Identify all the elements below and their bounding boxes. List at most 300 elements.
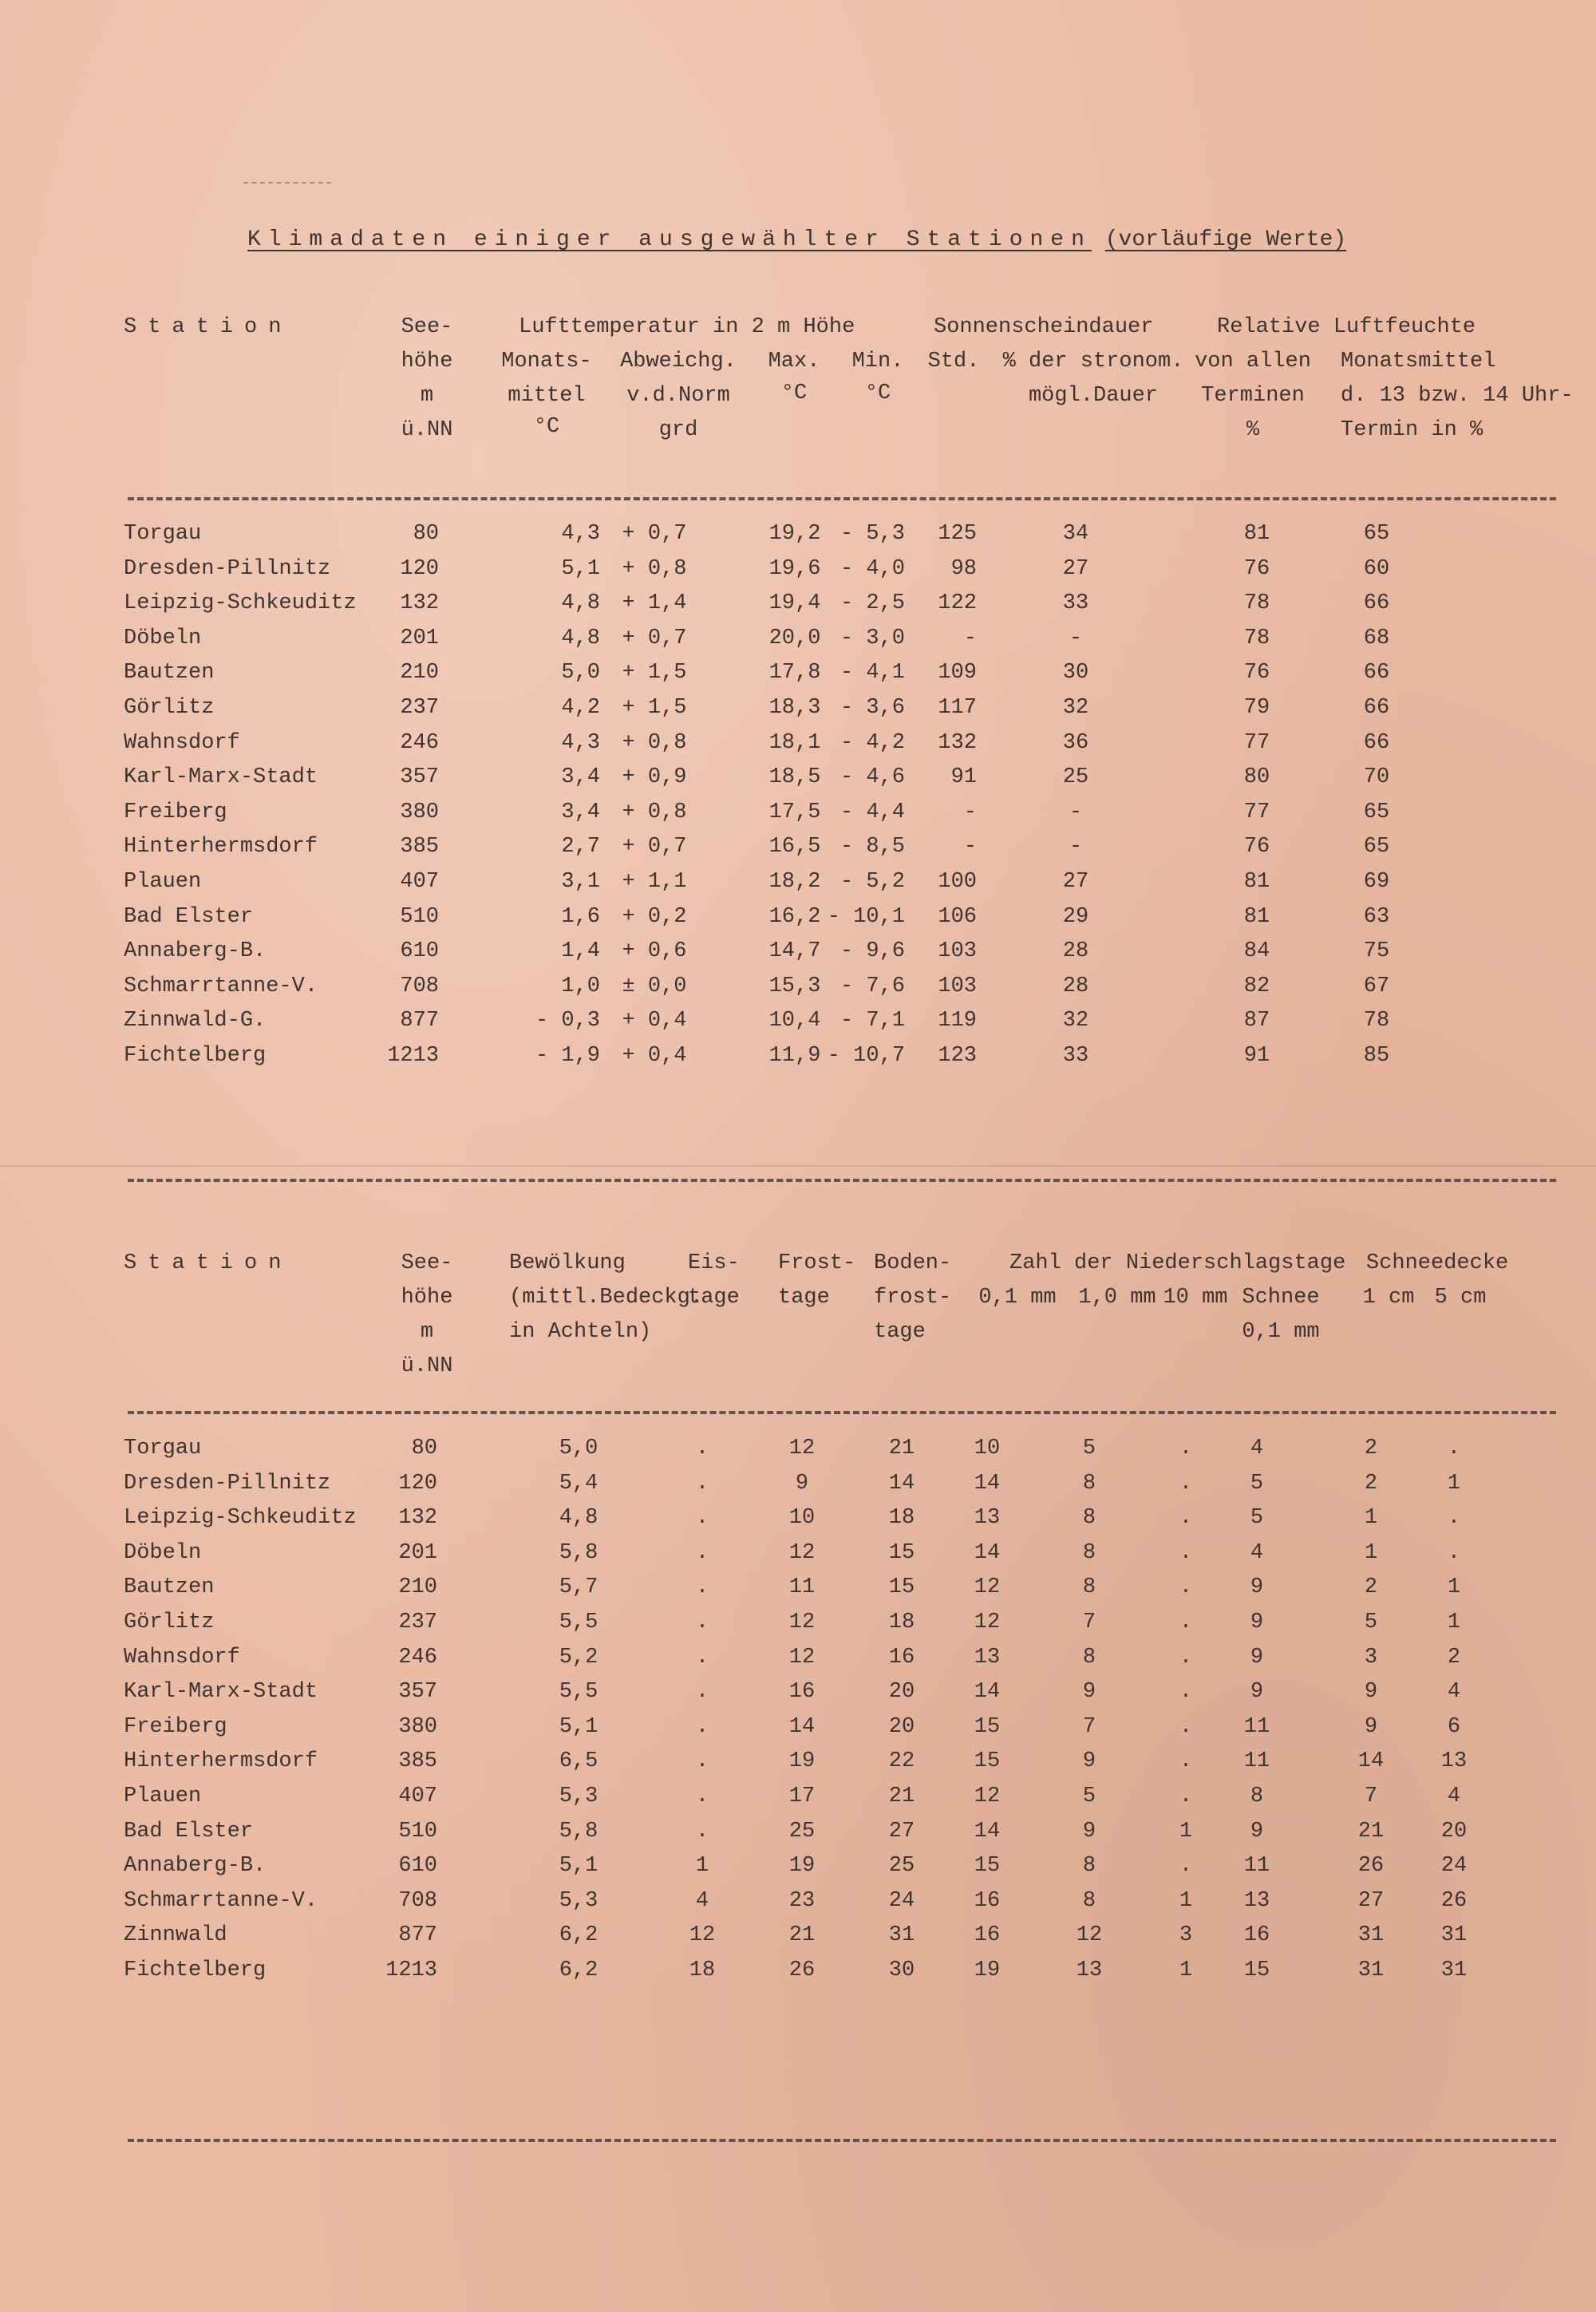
cell-schnee: 11 xyxy=(1243,1854,1270,1879)
t2-header-schnee-1: Schnee xyxy=(1242,1286,1320,1310)
t1-header-see-4: ü.NN xyxy=(401,418,453,442)
t1-header-station: Station xyxy=(124,315,293,339)
cell-std: - xyxy=(963,835,977,860)
table2-header-rule xyxy=(128,1411,1556,1414)
t2-header-nieder: Zahl der Niederschlagstage xyxy=(1009,1251,1346,1275)
cell-mittel: 1,6 xyxy=(561,904,600,929)
cell-n10: 3 xyxy=(1179,1923,1193,1948)
cell-min: - 3,0 xyxy=(839,626,905,650)
cell-bew: 5,3 xyxy=(559,1784,598,1808)
cell-sd5: 24 xyxy=(1440,1854,1468,1879)
cell-frost: 11 xyxy=(788,1575,816,1600)
t1-header-monatsmittel-3: Termin in % xyxy=(1341,418,1483,442)
cell-bew: 6,5 xyxy=(559,1749,598,1774)
cell-n1: 9 xyxy=(1082,1819,1096,1844)
cell-proz: 28 xyxy=(1062,974,1089,998)
stray-mark xyxy=(243,182,331,184)
cell-schnee: 5 xyxy=(1250,1506,1264,1531)
cell-rel13: 60 xyxy=(1363,556,1390,581)
cell-min: - 4,2 xyxy=(839,730,905,755)
t1-header-monatsmittel-2: d. 13 bzw. 14 Uhr- xyxy=(1341,384,1574,408)
cell-boden: 24 xyxy=(888,1888,915,1913)
cell-schnee: 5 xyxy=(1250,1471,1264,1496)
cell-max: 18,1 xyxy=(768,730,821,755)
cell-eis: 18 xyxy=(689,1958,716,1982)
cell-n1: 8 xyxy=(1082,1471,1096,1496)
cell-bew: 5,1 xyxy=(559,1854,598,1879)
cell-hoehe: 385 xyxy=(398,1749,437,1774)
cell-bew: 6,2 xyxy=(559,1923,598,1948)
cell-n01: 14 xyxy=(974,1680,1001,1705)
cell-n1: 5 xyxy=(1082,1437,1096,1460)
cell-station: Karl-Marx-Stadt xyxy=(124,765,318,790)
cell-abw: + 0,4 xyxy=(622,1009,687,1033)
t2-header-schnee-2: 0,1 mm xyxy=(1242,1320,1320,1344)
cell-station: Schmarrtanne-V. xyxy=(124,1888,318,1913)
t1-header-max-1: Max. xyxy=(768,350,820,373)
cell-station: Torgau xyxy=(124,522,202,546)
cell-eis: . xyxy=(695,1471,709,1496)
t2-header-see-2: höhe xyxy=(401,1286,453,1310)
cell-mittel: 4,3 xyxy=(561,522,600,546)
cell-n10: . xyxy=(1179,1506,1193,1531)
cell-hoehe: 357 xyxy=(398,1680,437,1705)
cell-mittel: 5,1 xyxy=(561,556,600,581)
t2-header-frost-1: Frost- xyxy=(778,1251,856,1275)
cell-eis: . xyxy=(695,1540,709,1565)
cell-hoehe: 201 xyxy=(400,626,439,650)
cell-station: Schmarrtanne-V. xyxy=(124,974,318,998)
cell-station: Plauen xyxy=(124,1784,202,1808)
t1-header-proz-2: mögl.Dauer xyxy=(1028,384,1159,408)
cell-n10: . xyxy=(1179,1784,1193,1808)
cell-std: - xyxy=(963,626,977,650)
cell-n01: 15 xyxy=(974,1749,1001,1774)
t1-header-vonallen-1: von allen xyxy=(1195,350,1311,373)
cell-min: - 10,1 xyxy=(827,904,905,929)
cell-bew: 5,0 xyxy=(559,1437,598,1460)
cell-station: Leipzig-Schkeuditz xyxy=(124,591,357,616)
cell-boden: 20 xyxy=(888,1680,915,1705)
cell-n1: 7 xyxy=(1082,1714,1096,1739)
cell-abw: + 0,8 xyxy=(622,556,687,581)
cell-n10: 1 xyxy=(1179,1888,1193,1913)
cell-hoehe: 80 xyxy=(411,1437,437,1460)
t2-header-eis-1: Eis- xyxy=(688,1251,740,1275)
cell-bew: 5,7 xyxy=(559,1575,598,1600)
cell-max: 19,4 xyxy=(768,591,821,616)
cell-n01: 16 xyxy=(974,1923,1001,1948)
t1-header-monatsmittel-1: Monatsmittel xyxy=(1341,350,1496,373)
cell-hoehe: 877 xyxy=(400,1009,439,1033)
cell-proz: 30 xyxy=(1062,661,1089,686)
t2-header-see-3: m xyxy=(420,1320,434,1344)
cell-proz: - xyxy=(1069,835,1083,860)
cell-bew: 5,3 xyxy=(559,1888,598,1913)
cell-boden: 20 xyxy=(888,1714,915,1739)
cell-abw: + 1,4 xyxy=(622,591,687,616)
cell-n1: 9 xyxy=(1082,1749,1096,1774)
cell-station: Fichtelberg xyxy=(124,1958,267,1982)
cell-n10: . xyxy=(1179,1854,1193,1879)
cell-proz: 32 xyxy=(1062,696,1089,720)
cell-schnee: 9 xyxy=(1250,1645,1264,1670)
cell-mittel: - 0,3 xyxy=(535,1009,600,1033)
cell-rel13: 65 xyxy=(1363,522,1390,546)
cell-schnee: 9 xyxy=(1250,1819,1264,1844)
cell-std: 103 xyxy=(938,974,977,998)
cell-abw: + 1,1 xyxy=(622,870,687,894)
cell-rel13: 66 xyxy=(1363,730,1390,755)
cell-n01: 16 xyxy=(974,1888,1001,1913)
t1-header-abw-2: v.d.Norm xyxy=(626,384,730,408)
cell-mittel: - 1,9 xyxy=(535,1044,600,1068)
cell-rel13: 68 xyxy=(1363,626,1390,650)
cell-hoehe: 120 xyxy=(398,1471,437,1496)
cell-frost: 25 xyxy=(788,1819,816,1844)
section-rule xyxy=(128,1179,1556,1182)
cell-station: Dresden-Pillnitz xyxy=(124,1471,331,1496)
cell-hoehe: 246 xyxy=(400,730,439,755)
cell-bew: 4,8 xyxy=(559,1506,598,1531)
cell-min: - 4,6 xyxy=(839,765,905,790)
cell-sd1: 2 xyxy=(1364,1575,1378,1600)
cell-mittel: 4,3 xyxy=(561,730,600,755)
cell-rel13: 67 xyxy=(1363,974,1390,998)
cell-max: 18,3 xyxy=(768,696,821,720)
cell-station: Wahnsdorf xyxy=(124,730,240,755)
cell-n10: . xyxy=(1179,1540,1193,1565)
cell-sd1: 2 xyxy=(1364,1437,1378,1460)
cell-proz: 27 xyxy=(1062,556,1089,581)
cell-station: Bad Elster xyxy=(124,904,254,929)
cell-schnee: 13 xyxy=(1243,1888,1270,1913)
cell-sd1: 21 xyxy=(1357,1819,1385,1844)
cell-sd1: 9 xyxy=(1364,1680,1378,1705)
cell-mittel: 4,8 xyxy=(561,626,600,650)
t2-header-station: Station xyxy=(124,1251,293,1275)
cell-proz: 28 xyxy=(1062,939,1089,964)
cell-sd5: . xyxy=(1447,1540,1461,1565)
cell-rel: 76 xyxy=(1243,835,1270,860)
cell-station: Karl-Marx-Stadt xyxy=(124,1680,318,1705)
t2-header-boden-2: frost- xyxy=(874,1286,952,1310)
cell-eis: 1 xyxy=(695,1854,709,1879)
cell-hoehe: 246 xyxy=(398,1645,437,1670)
cell-frost: 26 xyxy=(788,1958,816,1982)
cell-schnee: 16 xyxy=(1243,1923,1270,1948)
cell-sd1: 31 xyxy=(1357,1923,1385,1948)
cell-sd1: 1 xyxy=(1364,1506,1378,1531)
cell-sd5: 26 xyxy=(1440,1888,1468,1913)
cell-sd1: 7 xyxy=(1364,1784,1378,1808)
cell-frost: 19 xyxy=(788,1854,816,1879)
t2-header-see-1: See- xyxy=(401,1251,453,1275)
cell-proz: 29 xyxy=(1062,904,1089,929)
cell-std: 125 xyxy=(938,522,977,546)
cell-hoehe: 210 xyxy=(400,661,439,686)
cell-boden: 15 xyxy=(888,1575,915,1600)
cell-station: Bautzen xyxy=(124,661,215,686)
cell-min: - 2,5 xyxy=(839,591,905,616)
cell-n1: 8 xyxy=(1082,1575,1096,1600)
cell-max: 16,5 xyxy=(768,835,821,860)
t1-header-vonallen-2: Terminen xyxy=(1201,384,1305,408)
cell-boden: 22 xyxy=(888,1749,915,1774)
cell-n1: 8 xyxy=(1082,1506,1096,1531)
cell-boden: 14 xyxy=(888,1471,915,1496)
cell-eis: . xyxy=(695,1437,709,1460)
cell-hoehe: 708 xyxy=(398,1888,437,1913)
cell-n01: 12 xyxy=(974,1610,1001,1634)
cell-sd5: 4 xyxy=(1447,1784,1461,1808)
cell-std: 91 xyxy=(950,765,977,790)
cell-rel13: 78 xyxy=(1363,1009,1390,1033)
cell-max: 20,0 xyxy=(768,626,821,650)
cell-n10: . xyxy=(1179,1437,1193,1460)
cell-station: Zinnwald-G. xyxy=(124,1009,267,1033)
cell-eis: . xyxy=(695,1714,709,1739)
cell-hoehe: 708 xyxy=(400,974,439,998)
cell-rel13: 66 xyxy=(1363,661,1390,686)
cell-min: - 4,4 xyxy=(839,800,905,824)
cell-rel13: 70 xyxy=(1363,765,1390,790)
cell-rel13: 65 xyxy=(1363,800,1390,824)
cell-n10: . xyxy=(1179,1610,1193,1634)
cell-schnee: 4 xyxy=(1250,1540,1264,1565)
cell-eis: . xyxy=(695,1575,709,1600)
cell-sd1: 26 xyxy=(1357,1854,1385,1879)
cell-eis: . xyxy=(695,1610,709,1634)
cell-hoehe: 407 xyxy=(398,1784,437,1808)
t2-header-bew-1: Bewölkung xyxy=(509,1251,626,1275)
t2-header-sd1: 1 cm xyxy=(1362,1286,1415,1310)
cell-min: - 8,5 xyxy=(839,835,905,860)
t2-header-sd5: 5 cm xyxy=(1434,1286,1487,1310)
cell-hoehe: 237 xyxy=(400,696,439,720)
cell-max: 18,5 xyxy=(768,765,821,790)
cell-rel: 78 xyxy=(1243,591,1270,616)
cell-station: Bautzen xyxy=(124,1575,215,1600)
cell-rel: 76 xyxy=(1243,556,1270,581)
cell-n01: 13 xyxy=(974,1506,1001,1531)
t1-header-max-2: °C xyxy=(780,381,808,405)
cell-mittel: 1,0 xyxy=(561,974,600,998)
cell-hoehe: 201 xyxy=(398,1540,437,1565)
t1-header-abw-1: Abweichg. xyxy=(620,350,737,373)
cell-proz: 36 xyxy=(1062,730,1089,755)
t1-header-sonne: Sonnenscheindauer xyxy=(934,315,1154,339)
cell-bew: 5,4 xyxy=(559,1471,598,1496)
cell-n1: 9 xyxy=(1082,1680,1096,1705)
t1-header-proz-1: % der stronom. xyxy=(1002,350,1184,373)
cell-rel13: 75 xyxy=(1363,939,1390,964)
cell-frost: 12 xyxy=(788,1610,816,1634)
cell-hoehe: 1213 xyxy=(385,1958,437,1982)
cell-std: 122 xyxy=(938,591,977,616)
cell-mittel: 4,2 xyxy=(561,696,600,720)
cell-proz: - xyxy=(1069,800,1083,824)
cell-station: Leipzig-Schkeuditz xyxy=(124,1506,357,1531)
cell-schnee: 4 xyxy=(1250,1437,1264,1460)
cell-rel: 78 xyxy=(1243,626,1270,650)
cell-abw: + 0,7 xyxy=(622,835,687,860)
cell-hoehe: 120 xyxy=(400,556,439,581)
cell-sd5: 1 xyxy=(1447,1471,1461,1496)
t1-header-see-2: höhe xyxy=(401,350,453,373)
t2-header-frost-2: tage xyxy=(778,1286,830,1310)
cell-rel: 82 xyxy=(1243,974,1270,998)
cell-rel13: 85 xyxy=(1363,1044,1390,1068)
cell-frost: 16 xyxy=(788,1680,816,1705)
cell-sd5: 2 xyxy=(1447,1645,1461,1670)
cell-eis: . xyxy=(695,1784,709,1808)
cell-boden: 21 xyxy=(888,1784,915,1808)
cell-station: Dresden-Pillnitz xyxy=(124,556,331,581)
cell-abw: + 0,4 xyxy=(622,1044,687,1068)
t2-header-n10: 10 mm xyxy=(1163,1286,1228,1310)
cell-hoehe: 510 xyxy=(400,904,439,929)
cell-n01: 14 xyxy=(974,1471,1001,1496)
cell-sd5: 4 xyxy=(1447,1680,1461,1705)
t2-header-bew-3: in Achteln) xyxy=(509,1320,652,1344)
cell-max: 17,8 xyxy=(768,661,821,686)
cell-mittel: 5,0 xyxy=(561,661,600,686)
cell-abw: + 1,5 xyxy=(622,661,687,686)
cell-station: Freiberg xyxy=(124,1714,227,1739)
cell-schnee: 11 xyxy=(1243,1714,1270,1739)
cell-min: - 7,6 xyxy=(839,974,905,998)
cell-frost: 21 xyxy=(788,1923,816,1948)
cell-sd5: . xyxy=(1447,1506,1461,1531)
cell-min: - 10,7 xyxy=(827,1044,905,1068)
cell-hoehe: 380 xyxy=(398,1714,437,1739)
cell-abw: + 0,2 xyxy=(622,904,687,929)
t2-header-eis-2: tage xyxy=(688,1286,740,1310)
cell-station: Plauen xyxy=(124,870,202,894)
cell-max: 10,4 xyxy=(768,1009,821,1033)
cell-mittel: 4,8 xyxy=(561,591,600,616)
t2-header-see-4: ü.NN xyxy=(401,1354,453,1378)
cell-eis: . xyxy=(695,1680,709,1705)
t1-header-see-3: m xyxy=(420,384,434,408)
cell-n01: 15 xyxy=(974,1854,1001,1879)
cell-max: 14,7 xyxy=(768,939,821,964)
cell-n1: 8 xyxy=(1082,1540,1096,1565)
cell-n1: 8 xyxy=(1082,1854,1096,1879)
cell-boden: 18 xyxy=(888,1506,915,1531)
cell-eis: 4 xyxy=(695,1888,709,1913)
cell-boden: 27 xyxy=(888,1819,915,1844)
cell-station: Hinterhermsdorf xyxy=(124,835,318,860)
cell-boden: 30 xyxy=(888,1958,915,1982)
cell-bew: 6,2 xyxy=(559,1958,598,1982)
cell-eis: . xyxy=(695,1819,709,1844)
cell-n01: 12 xyxy=(974,1575,1001,1600)
cell-abw: ± 0,0 xyxy=(622,974,687,998)
cell-hoehe: 132 xyxy=(400,591,439,616)
cell-frost: 12 xyxy=(788,1540,816,1565)
cell-eis: . xyxy=(695,1645,709,1670)
cell-max: 18,2 xyxy=(768,870,821,894)
cell-abw: + 0,8 xyxy=(622,800,687,824)
cell-n10: 1 xyxy=(1179,1958,1193,1982)
cell-bew: 5,8 xyxy=(559,1819,598,1844)
cell-proz: 25 xyxy=(1062,765,1089,790)
cell-frost: 12 xyxy=(788,1645,816,1670)
t2-header-n1: 1,0 mm xyxy=(1078,1286,1156,1310)
cell-hoehe: 610 xyxy=(398,1854,437,1879)
cell-hoehe: 210 xyxy=(398,1575,437,1600)
cell-frost: 14 xyxy=(788,1714,816,1739)
cell-station: Döbeln xyxy=(124,1540,202,1565)
cell-hoehe: 877 xyxy=(398,1923,437,1948)
cell-std: 103 xyxy=(938,939,977,964)
bottom-rule xyxy=(128,2139,1556,2142)
cell-mittel: 2,7 xyxy=(561,835,600,860)
cell-min: - 4,0 xyxy=(839,556,905,581)
cell-sd5: 31 xyxy=(1440,1958,1468,1982)
cell-boden: 31 xyxy=(888,1923,915,1948)
cell-n10: . xyxy=(1179,1714,1193,1739)
cell-sd1: 5 xyxy=(1364,1610,1378,1634)
cell-hoehe: 132 xyxy=(398,1506,437,1531)
cell-std: 100 xyxy=(938,870,977,894)
cell-frost: 10 xyxy=(788,1506,816,1531)
cell-hoehe: 610 xyxy=(400,939,439,964)
cell-sd1: 3 xyxy=(1364,1645,1378,1670)
t2-header-schneedecke: Schneedecke xyxy=(1366,1251,1509,1275)
t2-header-boden-3: tage xyxy=(874,1320,926,1344)
cell-frost: 9 xyxy=(795,1471,809,1496)
cell-n01: 14 xyxy=(974,1819,1001,1844)
cell-station: Hinterhermsdorf xyxy=(124,1749,318,1774)
t1-header-monats-2: mittel xyxy=(508,384,586,408)
cell-station: Görlitz xyxy=(124,696,215,720)
cell-std: 132 xyxy=(938,730,977,755)
cell-n10: 1 xyxy=(1179,1819,1193,1844)
cell-proz: 33 xyxy=(1062,1044,1089,1068)
table1-header-rule xyxy=(128,497,1556,500)
cell-schnee: 9 xyxy=(1250,1610,1264,1634)
cell-sd1: 14 xyxy=(1357,1749,1385,1774)
t2-header-boden-1: Boden- xyxy=(874,1251,952,1275)
title-note: (vorläufige Werte) xyxy=(1104,227,1347,252)
cell-proz: 27 xyxy=(1062,870,1089,894)
cell-rel13: 69 xyxy=(1363,870,1390,894)
cell-rel13: 63 xyxy=(1363,904,1390,929)
cell-std: 109 xyxy=(938,661,977,686)
cell-eis: . xyxy=(695,1506,709,1531)
cell-frost: 17 xyxy=(788,1784,816,1808)
cell-min: - 5,3 xyxy=(839,522,905,546)
cell-rel: 87 xyxy=(1243,1009,1270,1033)
cell-n1: 8 xyxy=(1082,1888,1096,1913)
cell-std: 123 xyxy=(938,1044,977,1068)
cell-station: Bad Elster xyxy=(124,1819,254,1844)
cell-boden: 15 xyxy=(888,1540,915,1565)
cell-boden: 21 xyxy=(888,1437,915,1460)
cell-sd5: 13 xyxy=(1440,1749,1468,1774)
cell-max: 19,2 xyxy=(768,522,821,546)
cell-hoehe: 237 xyxy=(398,1610,437,1634)
cell-bew: 5,5 xyxy=(559,1680,598,1705)
cell-rel: 81 xyxy=(1243,904,1270,929)
cell-boden: 18 xyxy=(888,1610,915,1634)
cell-frost: 23 xyxy=(788,1888,816,1913)
cell-min: - 9,6 xyxy=(839,939,905,964)
t1-header-monats-3: °C xyxy=(533,415,560,439)
